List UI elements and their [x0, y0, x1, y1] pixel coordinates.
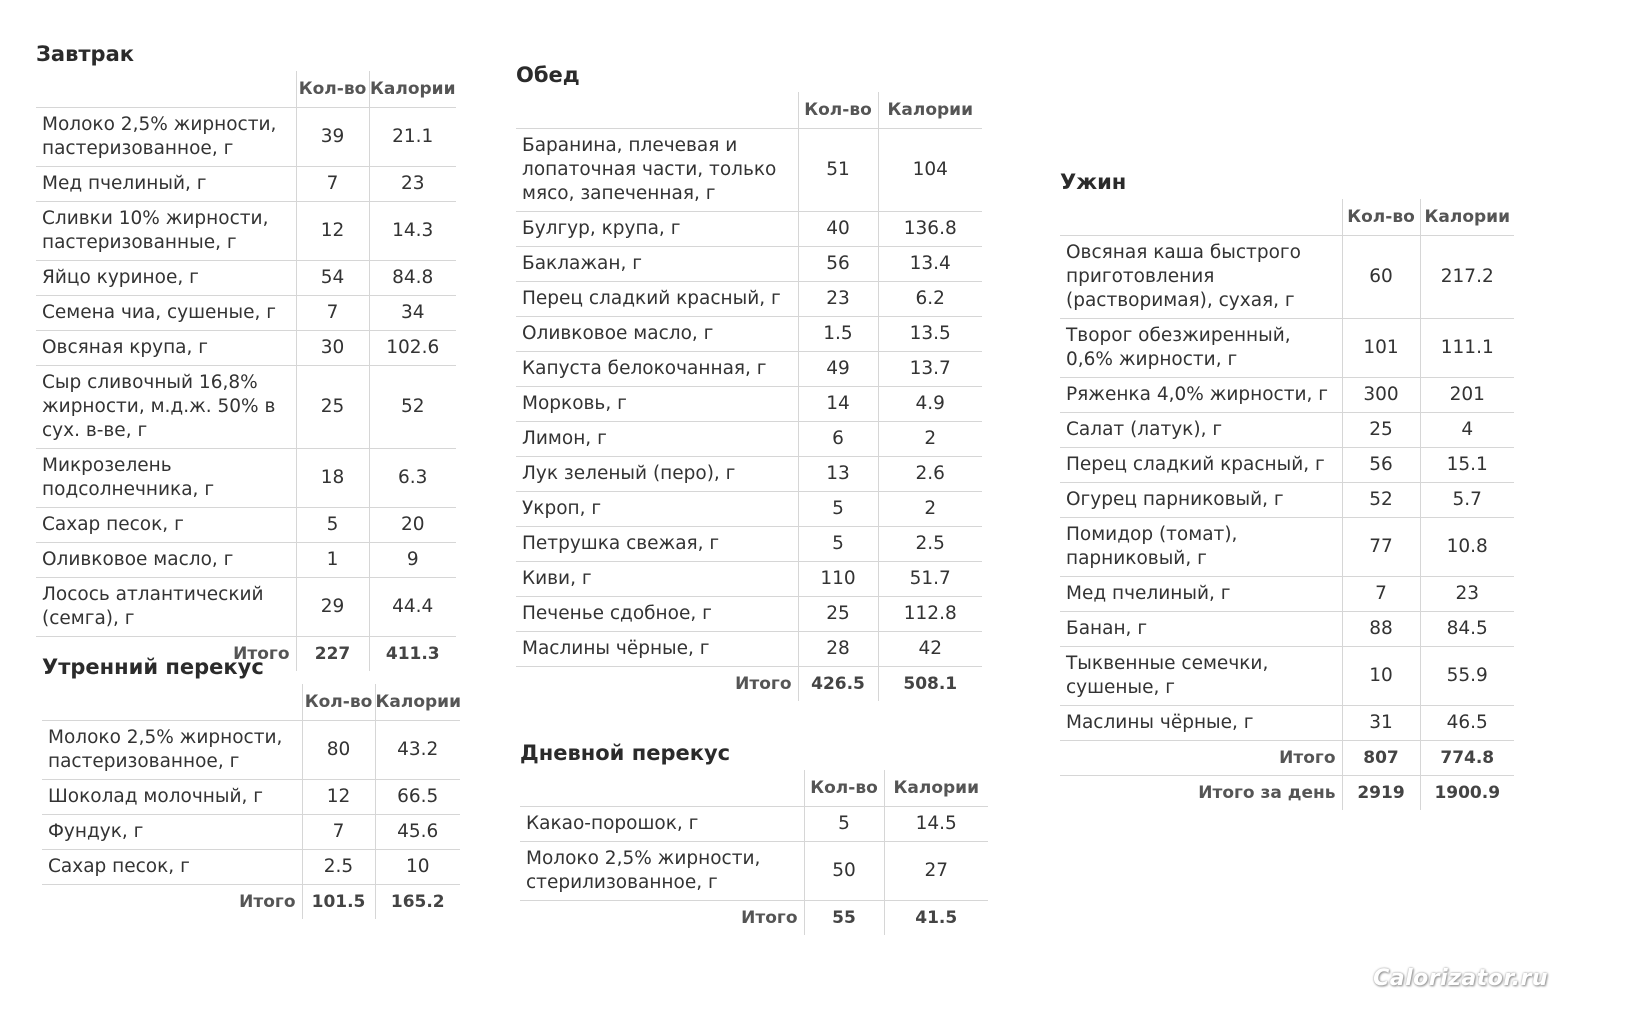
- food-name: Лимон, г: [516, 422, 798, 457]
- table-row: [36, 508, 456, 543]
- food-calories: 84.8: [369, 261, 456, 296]
- total-row: [520, 901, 988, 936]
- header-blank: [1060, 199, 1342, 236]
- food-calories: 51.7: [878, 562, 982, 597]
- food-name: Морковь, г: [516, 387, 798, 422]
- food-calories: 201: [1420, 378, 1514, 413]
- food-calories: 14.3: [369, 202, 456, 261]
- breakfast-table: [36, 71, 456, 671]
- lunch-title: Обед: [516, 63, 580, 87]
- table-row: [1060, 706, 1514, 741]
- table-row: [516, 317, 982, 352]
- food-calories: 2.5: [878, 527, 982, 562]
- qty-header: Кол-во: [804, 770, 884, 807]
- food-qty: 25: [1342, 413, 1420, 448]
- total-label: Итого: [36, 637, 296, 672]
- morning-snack-section: [42, 650, 460, 919]
- table-row: [516, 457, 982, 492]
- dinner-title: Ужин: [1060, 170, 1127, 194]
- day-total-qty: 2919: [1342, 776, 1420, 811]
- food-qty: 13: [798, 457, 878, 492]
- food-name: Маслины чёрные, г: [1060, 706, 1342, 741]
- table-row: [516, 212, 982, 247]
- food-qty: 77: [1342, 518, 1420, 577]
- table-row: [42, 780, 460, 815]
- table-row: [36, 449, 456, 508]
- food-qty: 60: [1342, 236, 1420, 319]
- food-name: Перец сладкий красный, г: [516, 282, 798, 317]
- table-row: [516, 387, 982, 422]
- food-name: Печенье сдобное, г: [516, 597, 798, 632]
- table-row: [1060, 647, 1514, 706]
- food-name: Семена чиа, сушеные, г: [36, 296, 296, 331]
- day-snack-table: [520, 770, 988, 935]
- food-qty: 28: [798, 632, 878, 667]
- table-row: [516, 492, 982, 527]
- food-calories: 136.8: [878, 212, 982, 247]
- food-calories: 6.3: [369, 449, 456, 508]
- food-qty: 2.5: [302, 850, 375, 885]
- food-name: Фундук, г: [42, 815, 302, 850]
- food-qty: 1: [296, 543, 369, 578]
- food-qty: 12: [302, 780, 375, 815]
- food-calories: 55.9: [1420, 647, 1514, 706]
- food-name: Творог обезжиренный, 0,6% жирности, г: [1060, 319, 1342, 378]
- morning-snack-table: [42, 684, 460, 919]
- food-name: Маслины чёрные, г: [516, 632, 798, 667]
- food-calories: 46.5: [1420, 706, 1514, 741]
- food-qty: 101: [1342, 319, 1420, 378]
- food-name: Лук зеленый (перо), г: [516, 457, 798, 492]
- food-calories: 23: [1420, 577, 1514, 612]
- food-qty: 5: [296, 508, 369, 543]
- food-calories: 42: [878, 632, 982, 667]
- header-row: [42, 684, 460, 721]
- food-qty: 52: [1342, 483, 1420, 518]
- food-qty: 30: [296, 331, 369, 366]
- table-row: [520, 842, 988, 901]
- table-row: [516, 352, 982, 387]
- food-calories: 2: [878, 422, 982, 457]
- food-qty: 31: [1342, 706, 1420, 741]
- food-name: Сахар песок, г: [42, 850, 302, 885]
- food-name: Баклажан, г: [516, 247, 798, 282]
- food-calories: 9: [369, 543, 456, 578]
- food-name: Киви, г: [516, 562, 798, 597]
- table-row: [42, 815, 460, 850]
- table-row: [520, 807, 988, 842]
- table-row: [36, 108, 456, 167]
- qty-header: Кол-во: [1342, 199, 1420, 236]
- table-row: [36, 167, 456, 202]
- food-name: Оливковое масло, г: [36, 543, 296, 578]
- total-qty: 807: [1342, 741, 1420, 776]
- table-row: [516, 422, 982, 457]
- header-blank: [42, 684, 302, 721]
- food-qty: 7: [296, 167, 369, 202]
- qty-header: Кол-во: [296, 71, 369, 108]
- food-name: Укроп, г: [516, 492, 798, 527]
- food-qty: 23: [798, 282, 878, 317]
- food-calories: 4: [1420, 413, 1514, 448]
- food-calories: 6.2: [878, 282, 982, 317]
- food-name: Сливки 10% жирности, пастеризованные, г: [36, 202, 296, 261]
- table-row: [1060, 413, 1514, 448]
- total-label: Итого: [516, 667, 798, 702]
- food-qty: 7: [296, 296, 369, 331]
- food-calories: 66.5: [375, 780, 460, 815]
- calories-header: Калории: [884, 770, 988, 807]
- day-snack-section: [520, 736, 988, 935]
- table-row: [36, 261, 456, 296]
- food-qty: 5: [798, 492, 878, 527]
- table-row: [516, 632, 982, 667]
- table-row: [516, 597, 982, 632]
- food-name: Яйцо куриное, г: [36, 261, 296, 296]
- table-row: [36, 296, 456, 331]
- food-name: Молоко 2,5% жирности, стерилизованное, г: [520, 842, 804, 901]
- food-calories: 4.9: [878, 387, 982, 422]
- food-name: Баранина, плечевая и лопаточная части, только мясо, запеченная, г: [516, 129, 798, 212]
- food-calories: 217.2: [1420, 236, 1514, 319]
- food-name: Сыр сливочный 16,8% жирности, м.д.ж. 50% в сух. в-ве, г: [36, 366, 296, 449]
- food-name: Огурец парниковый, г: [1060, 483, 1342, 518]
- food-name: Мед пчелиный, г: [36, 167, 296, 202]
- header-blank: [516, 92, 798, 129]
- day-total-label: Итого за день: [1060, 776, 1342, 811]
- food-name: Помидор (томат), парниковый, г: [1060, 518, 1342, 577]
- morning-snack-title: Утренний перекус: [42, 655, 264, 679]
- food-qty: 80: [302, 721, 375, 780]
- food-calories: 2.6: [878, 457, 982, 492]
- food-qty: 51: [798, 129, 878, 212]
- breakfast-section: [36, 37, 456, 671]
- calories-header: Калории: [369, 71, 456, 108]
- total-qty: 101.5: [302, 885, 375, 920]
- header-row: [516, 92, 982, 129]
- table-row: [36, 543, 456, 578]
- food-qty: 88: [1342, 612, 1420, 647]
- food-name: Молоко 2,5% жирности, пастеризованное, г: [36, 108, 296, 167]
- food-calories: 102.6: [369, 331, 456, 366]
- lunch-table: [516, 92, 982, 701]
- food-name: Петрушка свежая, г: [516, 527, 798, 562]
- food-qty: 110: [798, 562, 878, 597]
- total-label: Итого: [42, 885, 302, 920]
- food-name: Капуста белокочанная, г: [516, 352, 798, 387]
- table-row: [36, 331, 456, 366]
- table-row: [36, 366, 456, 449]
- food-qty: 56: [1342, 448, 1420, 483]
- table-row: [1060, 448, 1514, 483]
- food-calories: 10.8: [1420, 518, 1514, 577]
- table-row: [516, 282, 982, 317]
- food-calories: 10: [375, 850, 460, 885]
- food-name: Овсяная каша быстрого приготовления (растворимая), сухая, г: [1060, 236, 1342, 319]
- food-calories: 45.6: [375, 815, 460, 850]
- food-name: Ряженка 4,0% жирности, г: [1060, 378, 1342, 413]
- food-calories: 5.7: [1420, 483, 1514, 518]
- food-calories: 14.5: [884, 807, 988, 842]
- food-qty: 49: [798, 352, 878, 387]
- header-blank: [520, 770, 804, 807]
- qty-header: Кол-во: [302, 684, 375, 721]
- food-qty: 54: [296, 261, 369, 296]
- header-row: [1060, 199, 1514, 236]
- food-calories: 44.4: [369, 578, 456, 637]
- table-row: [42, 721, 460, 780]
- food-calories: 20: [369, 508, 456, 543]
- food-name: Микрозелень подсолнечника, г: [36, 449, 296, 508]
- food-calories: 21.1: [369, 108, 456, 167]
- total-calories: 411.3: [369, 637, 456, 672]
- table-row: [1060, 483, 1514, 518]
- food-qty: 5: [804, 807, 884, 842]
- food-calories: 13.5: [878, 317, 982, 352]
- table-row: [516, 527, 982, 562]
- table-row: [1060, 378, 1514, 413]
- food-name: Овсяная крупа, г: [36, 331, 296, 366]
- food-name: Салат (латук), г: [1060, 413, 1342, 448]
- food-name: Лосось атлантический (семга), г: [36, 578, 296, 637]
- table-row: [1060, 319, 1514, 378]
- food-qty: 29: [296, 578, 369, 637]
- food-name: Оливковое масло, г: [516, 317, 798, 352]
- breakfast-title: Завтрак: [36, 42, 135, 66]
- table-row: [1060, 612, 1514, 647]
- total-qty: 55: [804, 901, 884, 936]
- total-row: [42, 885, 460, 920]
- food-qty: 18: [296, 449, 369, 508]
- calories-header: Калории: [1420, 199, 1514, 236]
- food-name: Сахар песок, г: [36, 508, 296, 543]
- table-row: [516, 247, 982, 282]
- food-calories: 111.1: [1420, 319, 1514, 378]
- food-name: Банан, г: [1060, 612, 1342, 647]
- total-row: [1060, 741, 1514, 776]
- header-row: [520, 770, 988, 807]
- food-qty: 12: [296, 202, 369, 261]
- header-blank: [36, 71, 296, 108]
- table-row: [42, 850, 460, 885]
- table-row: [516, 129, 982, 212]
- food-qty: 10: [1342, 647, 1420, 706]
- dinner-table: [1060, 199, 1514, 810]
- lunch-section: [516, 58, 982, 701]
- food-name: Булгур, крупа, г: [516, 212, 798, 247]
- food-name: Мед пчелиный, г: [1060, 577, 1342, 612]
- table-row: [36, 578, 456, 637]
- food-calories: 13.7: [878, 352, 982, 387]
- calories-header: Калории: [878, 92, 982, 129]
- total-qty: 227: [296, 637, 369, 672]
- food-name: Тыквенные семечки, сушеные, г: [1060, 647, 1342, 706]
- food-qty: 25: [798, 597, 878, 632]
- food-qty: 7: [1342, 577, 1420, 612]
- food-calories: 13.4: [878, 247, 982, 282]
- food-qty: 39: [296, 108, 369, 167]
- total-calories: 41.5: [884, 901, 988, 936]
- dinner-section: [1060, 165, 1514, 810]
- table-row: [1060, 236, 1514, 319]
- total-qty: 426.5: [798, 667, 878, 702]
- food-qty: 25: [296, 366, 369, 449]
- food-qty: 14: [798, 387, 878, 422]
- food-qty: 1.5: [798, 317, 878, 352]
- food-calories: 23: [369, 167, 456, 202]
- calories-header: Калории: [375, 684, 460, 721]
- table-row: [36, 202, 456, 261]
- food-calories: 104: [878, 129, 982, 212]
- food-qty: 40: [798, 212, 878, 247]
- food-name: Перец сладкий красный, г: [1060, 448, 1342, 483]
- total-row: [516, 667, 982, 702]
- food-calories: 84.5: [1420, 612, 1514, 647]
- food-qty: 5: [798, 527, 878, 562]
- food-calories: 27: [884, 842, 988, 901]
- food-qty: 300: [1342, 378, 1420, 413]
- total-calories: 774.8: [1420, 741, 1514, 776]
- food-name: Какао-порошок, г: [520, 807, 804, 842]
- day-snack-title: Дневной перекус: [520, 741, 731, 765]
- food-qty: 7: [302, 815, 375, 850]
- food-calories: 43.2: [375, 721, 460, 780]
- food-qty: 50: [804, 842, 884, 901]
- total-label: Итого: [1060, 741, 1342, 776]
- food-calories: 2: [878, 492, 982, 527]
- table-row: [516, 562, 982, 597]
- watermark: Calorizator.ru: [1373, 966, 1548, 991]
- table-row: [1060, 518, 1514, 577]
- total-calories: 165.2: [375, 885, 460, 920]
- food-calories: 52: [369, 366, 456, 449]
- total-calories: 508.1: [878, 667, 982, 702]
- food-name: Шоколад молочный, г: [42, 780, 302, 815]
- food-name: Молоко 2,5% жирности, пастеризованное, г: [42, 721, 302, 780]
- table-row: [1060, 577, 1514, 612]
- day-total-row: [1060, 776, 1514, 811]
- food-calories: 34: [369, 296, 456, 331]
- qty-header: Кол-во: [798, 92, 878, 129]
- total-label: Итого: [520, 901, 804, 936]
- food-calories: 15.1: [1420, 448, 1514, 483]
- food-qty: 56: [798, 247, 878, 282]
- food-calories: 112.8: [878, 597, 982, 632]
- header-row: [36, 71, 456, 108]
- day-total-calories: 1900.9: [1420, 776, 1514, 811]
- food-qty: 6: [798, 422, 878, 457]
